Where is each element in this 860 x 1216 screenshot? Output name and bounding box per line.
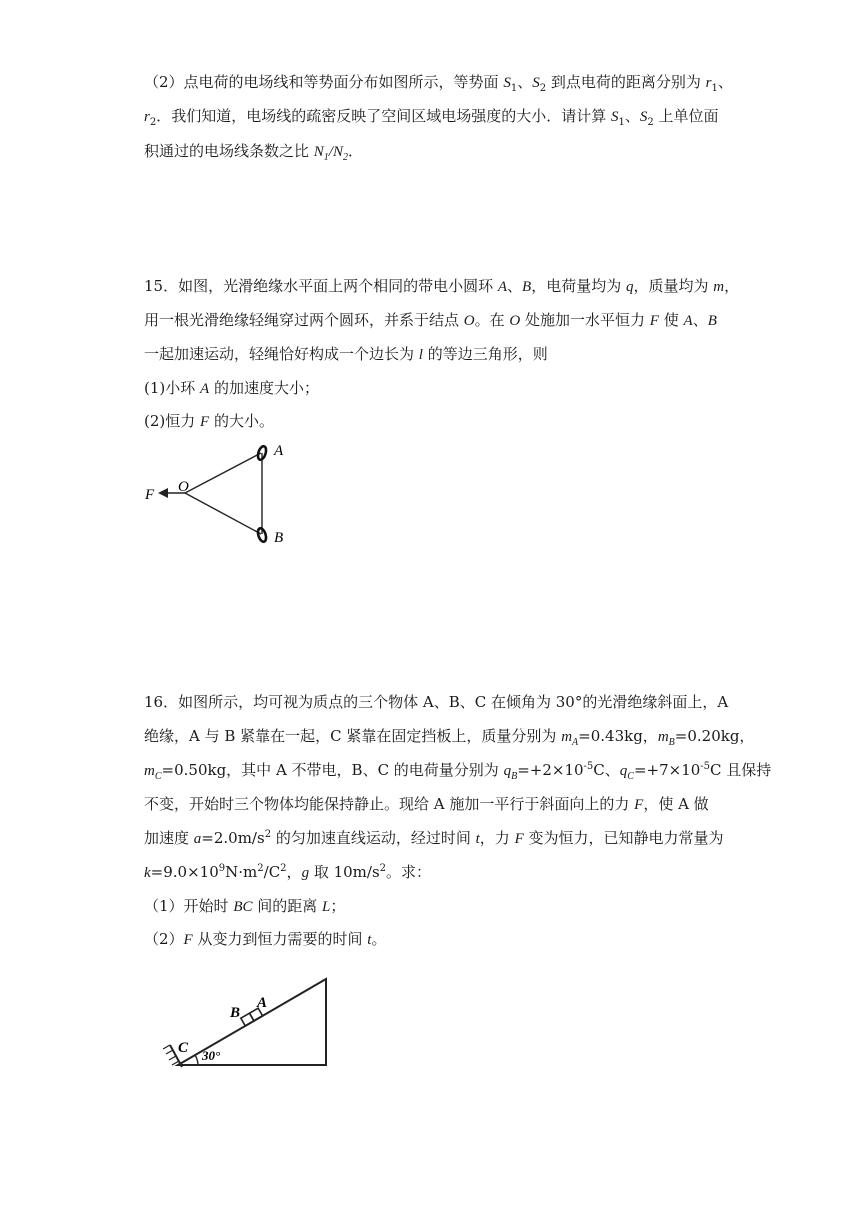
text: (1)小环: [144, 379, 201, 397]
text: A: [683, 313, 693, 329]
text: m: [144, 763, 155, 779]
text: -5: [583, 761, 594, 772]
label-angle: 30°: [202, 1048, 221, 1063]
label-a: A: [274, 443, 284, 459]
text: 、: [517, 73, 533, 91]
label-a: A: [257, 995, 268, 1011]
q15-line-1: [144, 276, 739, 297]
text: 、: [692, 311, 708, 329]
text: A: [497, 279, 508, 295]
q16-line-3: [144, 760, 771, 781]
text: t: [475, 831, 480, 847]
text: =9.0×10: [150, 863, 219, 881]
text: B: [707, 313, 717, 329]
text: 9: [218, 863, 226, 874]
label-o: O: [178, 479, 189, 495]
text: a: [193, 831, 202, 847]
text: S: [639, 109, 648, 125]
text: C、: [593, 761, 620, 779]
text: ，: [286, 863, 302, 881]
text: =0.20kg，: [674, 727, 755, 745]
text: ，力: [479, 829, 515, 847]
text: BC: [233, 899, 253, 915]
text: B: [511, 771, 518, 782]
text: C: [154, 771, 162, 782]
text: =0.50kg，其中 A 不带电，B、C 的电荷量分别为: [161, 761, 504, 779]
q14-line-1: [144, 72, 733, 93]
label-b: B: [274, 530, 284, 546]
text: 2: [264, 829, 272, 840]
text: /: [328, 144, 333, 160]
text: 2: [149, 117, 157, 128]
q15-line-2: [144, 310, 717, 331]
q14-line-2: [144, 106, 719, 127]
text: ．我们知道，电场线的疏密反映了空间区域电场强度的大小．请计算: [156, 107, 611, 125]
text: 2: [280, 863, 287, 874]
text: ，电荷量均为: [531, 277, 626, 295]
text: q: [503, 763, 512, 779]
text: （2）点电荷的电场线和等势面分布如图所示，等势面: [144, 73, 504, 91]
text: m: [561, 729, 573, 745]
text: F: [649, 313, 659, 329]
text: 、: [624, 107, 640, 125]
text: 2: [257, 863, 264, 874]
text: 上单位面: [653, 107, 719, 125]
text: ，使 A 做: [643, 795, 709, 813]
text: 、: [717, 73, 733, 91]
text: r: [705, 75, 712, 91]
text: 到点电荷的距离分别为: [546, 73, 706, 91]
text: 。: [371, 930, 387, 948]
text: S: [532, 75, 540, 91]
text: 15．如图，光滑绝缘水平面上两个相同的带电小圆环: [144, 277, 498, 295]
text: （2）: [144, 930, 184, 948]
text: ，: [724, 277, 740, 295]
text: 不变，开始时三个物体均能保持静止。现给 A 施加一平行于斜面向上的力: [144, 795, 635, 813]
rope-oa: [185, 453, 261, 493]
ring-b: [256, 527, 267, 543]
text: F: [634, 797, 644, 813]
q15-item-2: [144, 411, 274, 432]
text: 2: [342, 152, 348, 163]
label-b: B: [230, 1005, 241, 1021]
q16-figure: [150, 972, 340, 1072]
text: 的等边三角形，则: [422, 345, 548, 363]
text: 。在: [474, 311, 510, 329]
text: t: [367, 932, 372, 948]
text: F: [200, 414, 210, 430]
text: 的匀加速直线运动，经过时间: [271, 829, 476, 847]
text: -5: [700, 761, 711, 772]
text: 处施加一水平恒力: [520, 311, 650, 329]
text: ；: [330, 897, 346, 915]
text: 加速度: [144, 829, 194, 847]
q16-line-6: [144, 862, 431, 883]
text: ，质量均为: [633, 277, 714, 295]
text: A: [572, 737, 579, 748]
text: 1: [510, 83, 518, 94]
text: 的加速度大小；: [209, 379, 319, 397]
text: O: [463, 313, 475, 329]
q16-item-2: [144, 929, 386, 950]
text: 间的距离: [252, 897, 323, 915]
text: B: [668, 737, 675, 748]
text: F: [183, 932, 193, 948]
text: 变为恒力，已知静电力常量为: [523, 829, 724, 847]
text: 取 10m/s: [309, 863, 380, 881]
text: S: [611, 109, 619, 125]
text: S: [503, 75, 511, 91]
text: N: [313, 144, 324, 160]
text: q: [619, 763, 628, 779]
text: =0.43kg，: [578, 727, 658, 745]
text: m: [713, 279, 725, 295]
text: 一起加速运动，轻绳恰好构成一个边长为: [144, 345, 419, 363]
text: 从变力到恒力需要的时间: [192, 930, 368, 948]
text: 1: [618, 117, 625, 128]
text: q: [626, 279, 634, 295]
text: N: [332, 144, 343, 160]
q16-line-4: [144, 794, 709, 815]
text: =2.0m/s: [201, 829, 265, 847]
text: 积通过的电场线条数之比: [144, 142, 314, 160]
text: 2: [647, 117, 654, 128]
text: 2: [539, 83, 547, 94]
text: F: [514, 831, 524, 847]
text: L: [322, 899, 331, 915]
text: m: [657, 729, 669, 745]
text: A: [200, 381, 210, 397]
text: (2)恒力: [144, 412, 201, 430]
q16-line-5: [144, 828, 724, 849]
block-b: [241, 1013, 254, 1026]
q15-figure: [140, 436, 300, 551]
text: 16．如图所示，均可视为质点的三个物体 A、B、C 在倾角为 30°的光滑绝缘斜面上，A: [144, 693, 729, 711]
label-f: F: [145, 487, 155, 503]
text: g: [301, 865, 310, 881]
text: 1: [711, 83, 718, 94]
text: ．: [347, 142, 363, 160]
force-arrowhead: [158, 488, 168, 498]
text: =+2×10: [517, 761, 584, 779]
q16-line-1: [144, 692, 728, 712]
text: （1）开始时: [144, 897, 234, 915]
label-c: C: [178, 1040, 189, 1056]
ratio-n1-n2: [313, 144, 348, 163]
text: 绝缘，A 与 B 紧靠在一起，C 紧靠在固定挡板上，质量分别为: [144, 727, 562, 745]
text: O: [509, 313, 521, 329]
text: /C: [263, 863, 281, 881]
text: 用一根光滑绝缘轻绳穿过两个圆环，并系于结点: [144, 311, 464, 329]
text: l: [418, 347, 423, 363]
text: 1: [323, 152, 329, 163]
text: r: [144, 109, 150, 125]
q15-item-1: [144, 378, 319, 399]
text: =+7×10: [633, 761, 701, 779]
text: 的大小。: [209, 412, 274, 430]
text: C 且保持: [710, 761, 772, 779]
text: 。求：: [386, 863, 432, 881]
q16-line-2: [144, 726, 754, 747]
text: 使: [658, 311, 684, 329]
q16-item-1: [144, 896, 345, 917]
rope-ob: [185, 493, 261, 534]
q15-line-3: [144, 344, 548, 365]
q14-line-3: [144, 141, 363, 162]
text: k: [144, 865, 151, 881]
angle-arc: [195, 1055, 198, 1065]
text: C: [627, 771, 634, 782]
text: N·m: [225, 863, 258, 881]
text: 、: [507, 277, 523, 295]
text: 2: [379, 863, 387, 874]
text: B: [522, 279, 532, 295]
